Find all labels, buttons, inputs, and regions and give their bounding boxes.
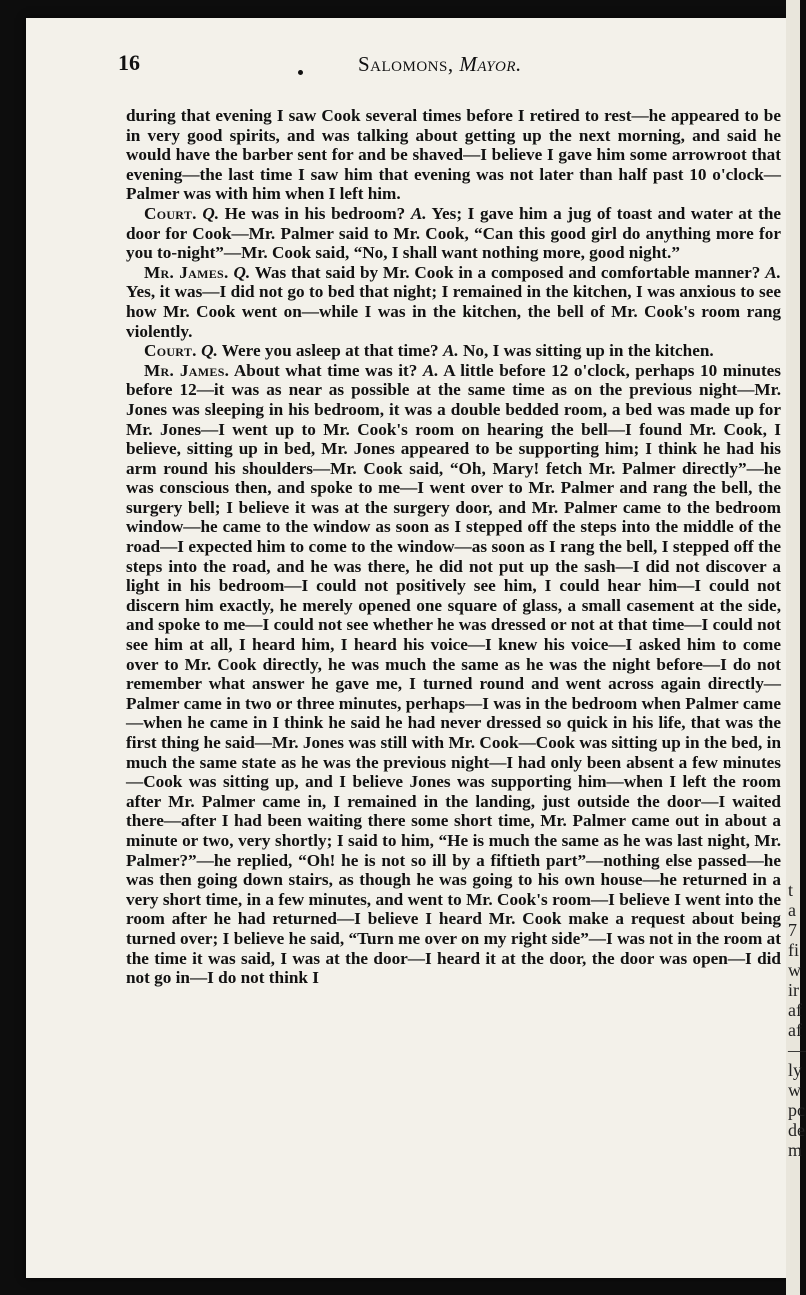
running-head-name: Salomons, [358, 52, 454, 76]
margin-letter: m [788, 1140, 803, 1160]
question-marker: Q. [202, 203, 220, 223]
paragraph [126, 106, 781, 204]
question-marker: Q. [201, 341, 218, 361]
margin-letter: pc [788, 1100, 805, 1120]
margin-letter: — [788, 1040, 806, 1060]
answer-marker: A. [410, 203, 427, 223]
margin-letter: af [788, 1000, 802, 1020]
adjacent-page-edge [786, 0, 806, 1295]
answer-marker: A. [422, 360, 439, 380]
book-page [26, 18, 790, 1278]
paragraph [126, 361, 781, 988]
answer-text: Yes, it was—I did not go to bed that night; I remained in the kitchen, I was anxious to see how Mr. Cook went on—while I was in the kitchen, the bell of Mr. Cook's room rang violently. [126, 282, 781, 341]
question-text: Were you asleep at that time? [221, 341, 439, 361]
question-text: Was that said by Mr. Cook in a composed and comfortable manner? [254, 262, 761, 282]
margin-letter: 7 [788, 920, 797, 940]
margin-letter: ir [788, 980, 799, 1000]
speaker: Court. [144, 203, 197, 223]
margin-letter: w [788, 1080, 801, 1100]
answer-text: A little before 12 o'clock, perhaps 10 minutes before 12—it was as near as possible at the same time as on the previous night—Mr. Jones was sleeping in his bedroom, it was a double bedded room, a bed was made up for Mr. Jones—I went up to Mr. Cook's room on hearing the bell—I found Mr. Cook, I believe, sitting up in bed, Mr. Jones appeared to be supporting him; I think he had his arm round his shoulders—Mr. Cook said, “Oh, Mary! fetch Mr. Palmer directly”—he was conscious then, and spoke to me—I went over to Mr. Palmer and rang the bell, the surgery bell; I believe it was at the surgery door, and Mr. Palmer came to the bedroom window—he came to the window as soon as I stepped off the steps into the middle of the road—I expected him to come to the window—as soon as I rang the bell, I stepped off the steps into the road, and he was there, he did not put up the sash—I did not discover a light in his bedroom—I could not positively see him, I could hear him—I could not discern him exactly, he merely opened one square of glass, a small casement at the side, and spoke to me—I could not see whether he was dressed or not at that time—I could not see him at all, I heard him, I heard his voice—I knew his voice—I asked him to come over to Mr. Cook directly, he was much the same as he was the night before—I do not remember what answer he gave me, I turned round and went across again directly—Palmer came in two or three minutes, perhaps—I was in the bedroom when Palmer came—when he came in I think he said he had never dressed so quick in his life, that was the first thing he said—Mr. Jones was still with Mr. Cook—Cook was sitting up in the bed, in much the same state as he was the previous night—I had only been absent a few minutes—Cook was sitting up, and I believe Jones was supporting him—when I left the room after Mr. Palmer came in, I remained in the landing, just outside the door—I waited there—after I had been waiting there some short time, Mr. Palmer came out in about a minute or two, very shortly; I said to him, “He is much the same as he was last night, Mr. Palmer?”—he replied, “Oh! he is not so ill by a fiftieth part”—nothing else passed—he was then going down stairs, as though he was going to his own house—he returned in a very short time, in a few minutes, and went to Mr. Cook's room—I believe I went into the room after he had returned—I believe I heard Mr. Cook make a request about being turned over; I believe he said, “Turn me over on my right side”—I was not in the room at the time it was said, I was at the door—I heard it at the door, the door was open—I did not go in—I do not think I [126, 360, 781, 988]
question-text: About what time was it? [233, 360, 418, 380]
running-head [358, 52, 522, 77]
question-marker: Q. [233, 262, 251, 282]
answer-text: No, I was sitting up in the kitchen. [463, 341, 714, 361]
running-head-title: Mayor. [459, 52, 522, 76]
answer-marker: A. [442, 341, 459, 361]
body-text [126, 106, 781, 988]
question-text: He was in his bedroom? [224, 203, 406, 223]
answer-marker: A. [765, 262, 781, 282]
page-header [118, 50, 758, 82]
margin-letter: fi [788, 940, 799, 960]
speaker: Mr. James. [144, 262, 229, 282]
answer-text: Yes; I gave him a jug of toast and water at the door for Cook—Mr. Palmer said to Mr. Cook, “Can this good girl do anything more for you to-night”—Mr. Cook said, “No, I shall want nothing more, good night.” [126, 203, 782, 263]
margin-letter: a [788, 900, 796, 920]
page-number: 16 [118, 50, 140, 75]
speaker: Court. [144, 341, 197, 361]
margin-letter: ly [788, 1060, 803, 1080]
printer-mark [298, 70, 303, 75]
paragraph [126, 263, 781, 341]
margin-letter: t [788, 880, 794, 900]
paragraph-text: during that evening I saw Cook several times before I retired to rest—he appeared to be in very good spirits, and was talking about getting up the next morning, and said he would have the barber sent for and be shaved—I believe I gave him some arrowroot that evening—the last time I saw him that evening was not later than half past 10 o'clock—Palmer was with him when I left him. [126, 106, 781, 204]
margin-letter: af [788, 1020, 802, 1040]
paragraph [126, 341, 781, 361]
speaker: Mr. James. [144, 360, 230, 380]
paragraph [126, 204, 781, 263]
margin-letter: de [788, 1120, 805, 1140]
margin-letter: w [788, 960, 801, 980]
